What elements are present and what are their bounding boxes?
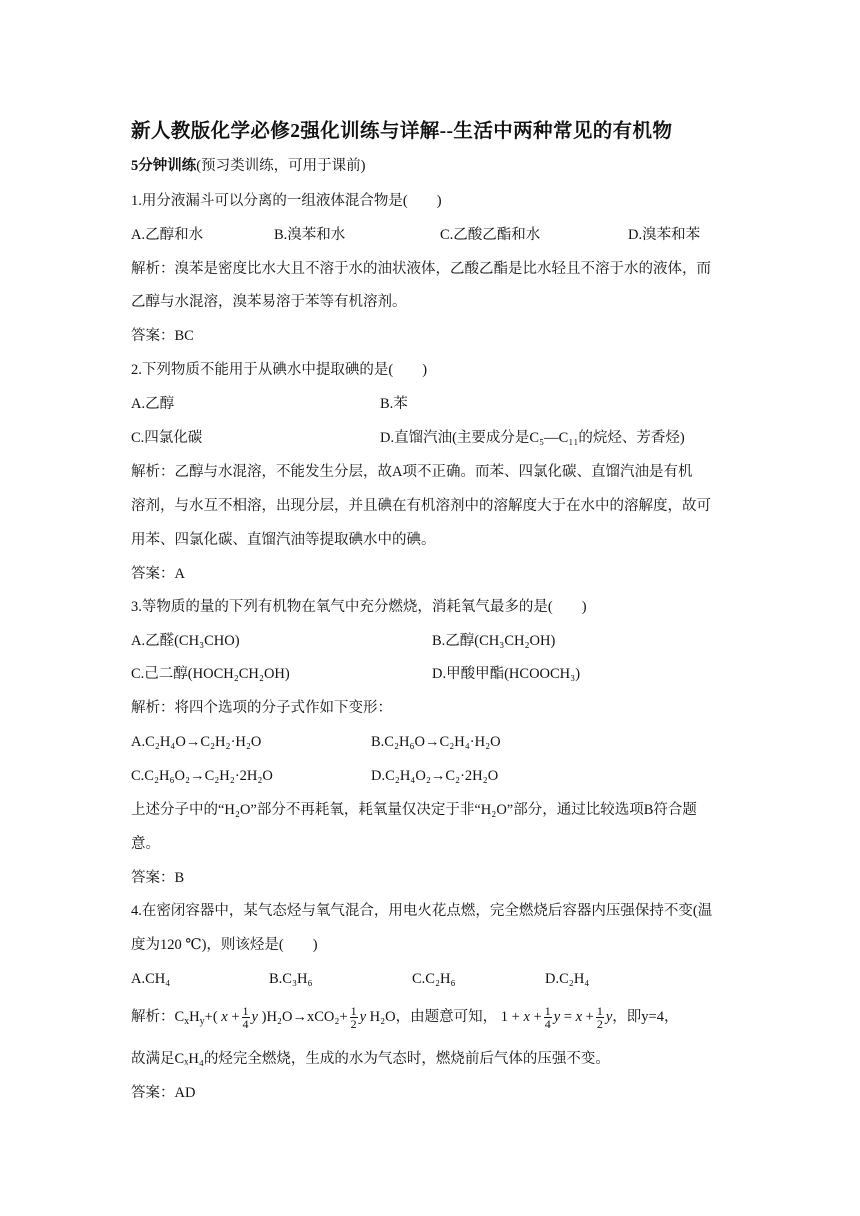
q3-transform-d: D.C₂H₄O₂→C₂·2H₂O (371, 768, 499, 784)
q2-option-c: C.四氯化碳 (131, 430, 203, 446)
q4-analysis-end: 故满足CₓH₄的烃完全燃烧，生成的水为气态时，燃烧前后气体的压强不变。 (131, 1051, 610, 1067)
q3-option-c: C.己二醇(HOCH₂CH₂OH) (131, 666, 290, 682)
section-header (131, 156, 736, 176)
q4-eq-text-1: H₂O→xCO₂+ (266, 1009, 348, 1025)
fraction-1-4b: $\frac{1}{4}$ (544, 1004, 551, 1032)
q4-option-c: C.C₂H₆ (412, 971, 456, 987)
q3-conclusion-line-2: 意。 (131, 836, 160, 852)
q2-analysis-line-3: 用苯、四氯化碳、直馏汽油等提取碘水中的碘。 (131, 532, 436, 548)
q2-analysis-line-1: 解析：乙醇与水混溶，不能发生分层，故A项不正确。而苯、四氯化碳、直馏汽油是有机 (131, 464, 693, 480)
q3-analysis-intro: 解析：将四个选项的分子式作如下变形： (131, 700, 392, 716)
q2-option-b: B.苯 (380, 396, 408, 412)
q1-answer: 答案：BC (131, 328, 194, 344)
q2-analysis-line-2: 溶剂，与水互不相溶，出现分层，并且碘在有机溶剂中的溶解度大于在水中的溶解度，故可 (131, 498, 711, 514)
q1-analysis-line-1: 解析：溴苯是密度比水大且不溶于水的油状液体，乙酸乙酯是比水轻且不溶于水的液体，而 (131, 261, 711, 277)
fraction-1-2b: $\frac{1}{2}$ (596, 1004, 603, 1032)
q1-option-c: C.乙酸乙酯和水 (440, 227, 541, 243)
document-title: 新人教版化学必修2强化训练与详解--生活中两种常见的有机物 (131, 121, 673, 142)
q4-eq-text-3: ，即y=4， (612, 1009, 679, 1025)
q3-answer: 答案：B (131, 870, 185, 886)
fraction-1-4: $\frac{1}{4}$ (242, 1004, 249, 1032)
q4-eq-text-2: H₂O，由题意可知， (369, 1009, 498, 1025)
q3-option-b: B.乙醇(CH₃CH₂OH) (432, 633, 556, 649)
q2-stem: 2.下列物质不能用于从碘水中提取碘的是( ) (131, 362, 428, 378)
q4-option-b: B.C₃H₆ (269, 971, 313, 987)
q3-stem: 3.等物质的量的下列有机物在氧气中充分燃烧，消耗氧气最多的是( ) (131, 599, 587, 615)
q4-option-a: A.CH₄ (131, 971, 171, 987)
q2-answer: 答案：A (131, 566, 185, 582)
q1-analysis-line-2: 乙醇与水混溶，溴苯易溶于苯等有机溶剂。 (131, 294, 407, 310)
q1-option-b: B.溴苯和水 (274, 227, 346, 243)
q4-analysis-equation: 解析：$C_xH_y+$( x + $\frac{1}{4}$ y )H₂O→xCO₂+ $\frac{1}{2}$ y H₂O，由题意可知， 1 + x + $\frac{1}{4}$ y = x + $\frac{1}{2}$ y，即y=4， (131, 1004, 679, 1032)
q4-answer: 答案：AD (131, 1085, 196, 1101)
section-note: (预习类训练，可用于课前) (196, 158, 366, 174)
q2-option-d: D.直馏汽油(主要成分是C₅—C₁₁的烷烃、芳香烃) (380, 430, 685, 446)
q4-option-d: D.C₂H₄ (545, 971, 590, 987)
q3-option-a: A.乙醛(CH₃CHO) (131, 633, 240, 649)
q3-option-d: D.甲酸甲酯(HCOOCH₃) (432, 666, 581, 682)
section-label: 5分钟训练 (131, 158, 197, 174)
q1-option-d: D.溴苯和苯 (628, 227, 701, 243)
q4-stem-line-1: 4.在密闭容器中，某气态烃与氧气混合，用电火花点燃，完全燃烧后容器内压强保持不变(温 (131, 903, 713, 919)
q4-analysis-prefix: 解析： (131, 1009, 175, 1025)
q1-option-a: A.乙醇和水 (131, 227, 204, 243)
q3-transform-b: B.C₂H₆O→C₂H₄·H₂O (371, 734, 501, 750)
q2-option-a: A.乙醇 (131, 396, 175, 412)
fraction-1-2: $\frac{1}{2}$ (350, 1004, 357, 1032)
q4-stem-line-2: 度为120 ℃)，则该烃是( ) (131, 937, 318, 953)
q3-conclusion-line-1: 上述分子中的“H₂O”部分不再耗氧，耗氧量仅决定于非“H₂O”部分，通过比较选项B符合题 (131, 802, 697, 818)
q3-transform-a: A.C₂H₄O→C₂H₂·H₂O (131, 734, 262, 750)
q3-transform-c: C.C₂H₆O₂→C₂H₂·2H₂O (131, 768, 273, 784)
q1-stem: 1.用分液漏斗可以分离的一组液体混合物是( ) (131, 193, 442, 209)
